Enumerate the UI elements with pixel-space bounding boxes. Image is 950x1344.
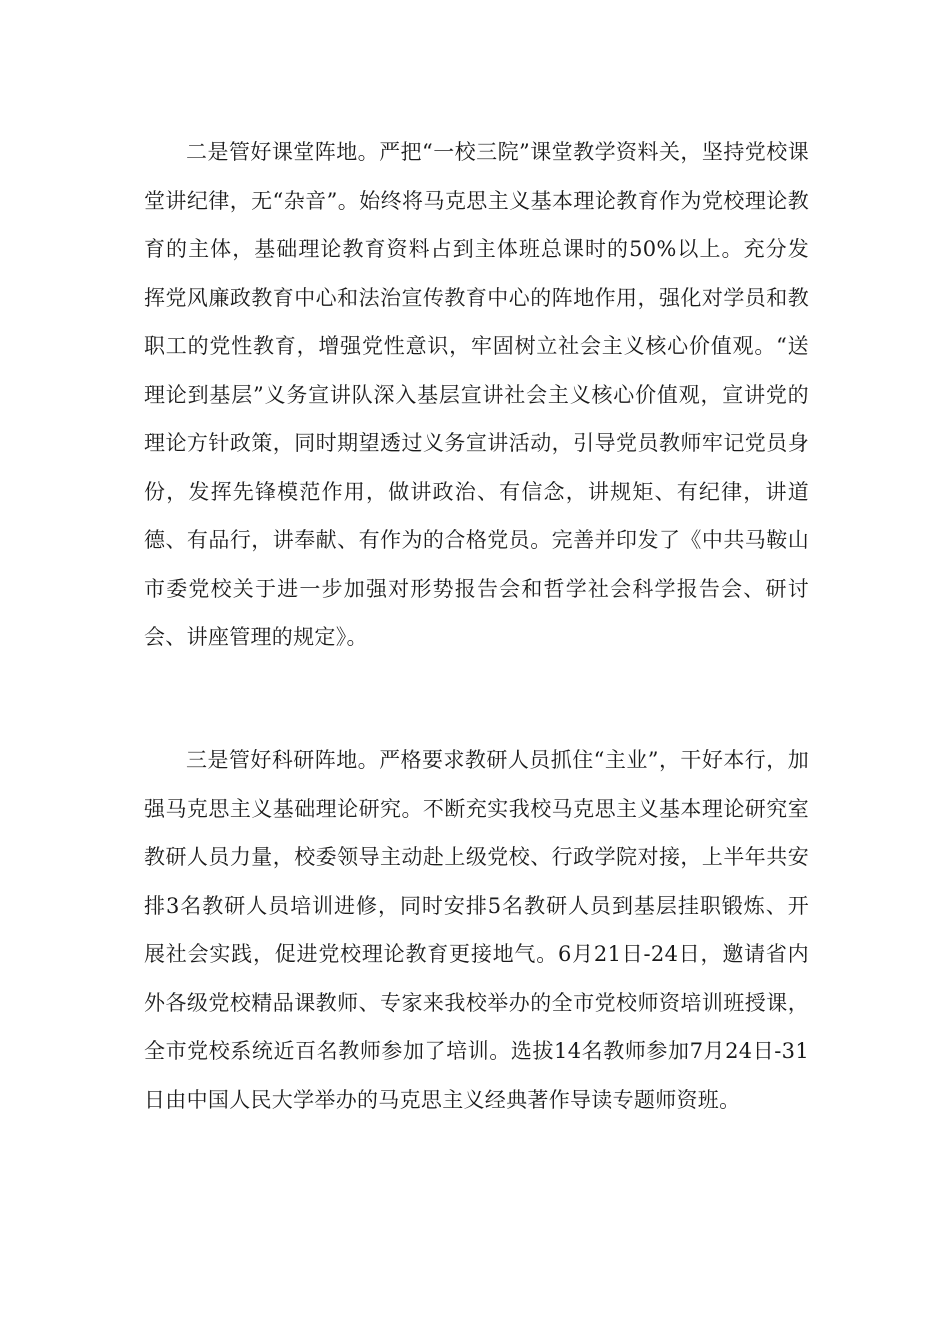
paragraph-research-position: 三是管好科研阵地。严格要求教研人员抓住“主业”，干好本行，加强马克思主义基础理论研究。不断充实我校马克思主义基本理论研究室教研人员力量，校委领导主动赴上级党校、行政学院对接，上半年共安排3名教研人员培训进修，同时安排5名教研人员到基层挂职锻炼、开展社会实践，促进党校理论教育更接地气。6月21日-24日，邀请省内外各级党校精品课教师、专家来我校举办的全市党校师资培训班授课，全市党校系统近百名教师参加了培训。选拔14名教师参加7月24日-31日由中国人民大学举办的马克思主义经典著作导读专题师资班。 [144,748,809,1112]
paragraph-classroom-position: 二是管好课堂阵地。严把“一校三院”课堂教学资料关，坚持党校课堂讲纪律，无“杂音”。始终将马克思主义基本理论教育作为党校理论教育的主体，基础理论教育资料占到主体班总课时的50%以上。充分发挥党风廉政教育中心和法治宣传教育中心的阵地作用，强化对学员和教职工的党性教育，增强党性意识，牢固树立社会主义核心价值观。“送理论到基层”义务宣讲队深入基层宣讲社会主义核心价值观，宣讲党的理论方针政策，同时期望透过义务宣讲活动，引导党员教师牢记党员身份，发挥先锋模范作用，做讲政治、有信念，讲规矩、有纪律，讲道德、有品行，讲奉献、有作为的合格党员。完善并印发了《中共马鞍山市委党校关于进一步加强对形势报告会和哲学社会科学报告会、研讨会、讲座管理的规定》。 [144,140,809,649]
